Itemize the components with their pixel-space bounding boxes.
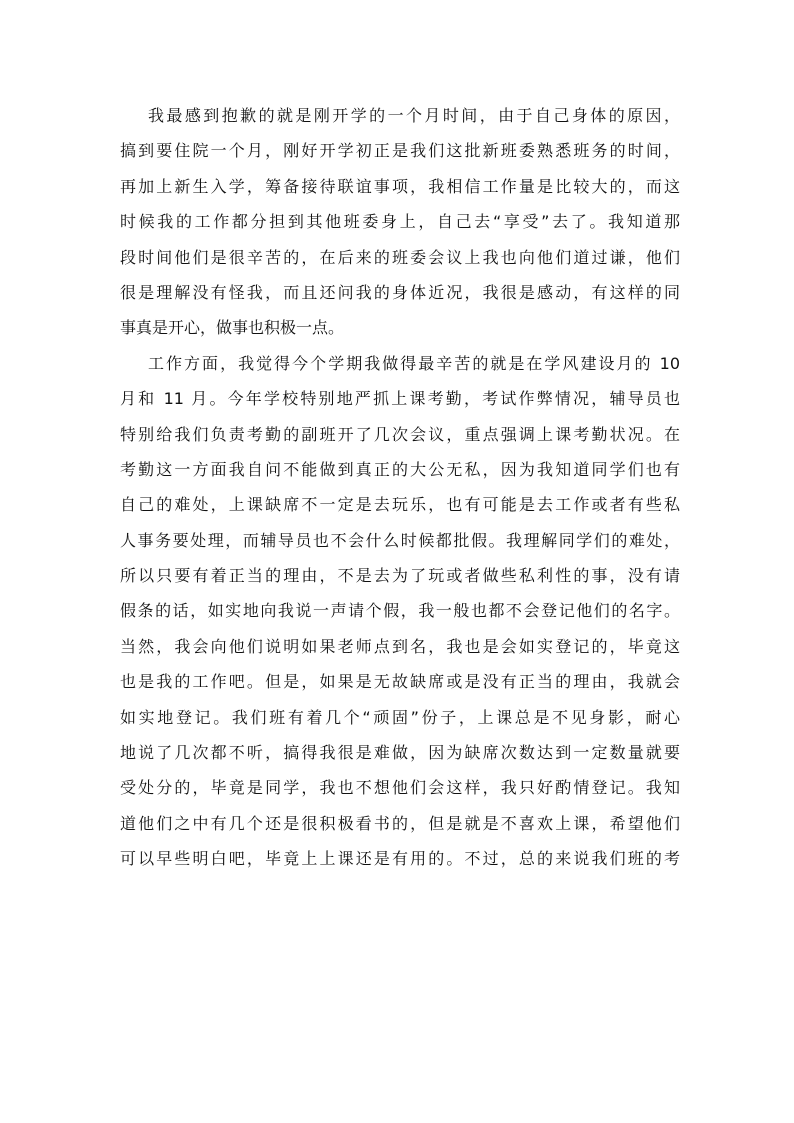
paragraph-2-line-15: 可以早些明白吧，毕竟上上课还是有用的。不过，总的来说我们班的考 [120,849,680,869]
paragraph-2-line-3: 特别给我们负责考勤的副班开了几次会议，重点强调上课考勤状况。在 [120,424,680,444]
paragraph-2-line-2: 月和 11 月。今年学校特别地严抓上课考勤，考试作弊情况，辅导员也 [120,389,680,409]
paragraph-2-line-13: 受处分的，毕竟是同学，我也不想他们会这样，我只好酌情登记。我知 [120,778,680,798]
paragraph-1-line-3: 再加上新生入学，筹备接待联谊事项，我相信工作量是比较大的，而这 [120,176,680,196]
paragraph-1-line-6: 很是理解没有怪我，而且还问我的身体近况，我很是感动，有这样的同 [120,282,680,302]
paragraph-2-line-14: 道他们之中有几个还是很积极看书的，但是就是不喜欢上课，希望他们 [120,813,680,833]
paragraph-2-line-6: 人事务要处理，而辅导员也不会什么时候都批假。我理解同学们的难处， [120,530,680,550]
paragraph-2-line-11: 如实地登记。我们班有着几个“顽固”份子，上课总是不见身影，耐心 [120,707,680,727]
paragraph-2-line-9: 当然，我会向他们说明如果老师点到名，我也是会如实登记的，毕竟这 [120,636,680,656]
paragraph-1-line-2: 搞到要住院一个月，刚好开学初正是我们这批新班委熟悉班务的时间， [120,141,680,161]
paragraph-2-line-8: 假条的话，如实地向我说一声请个假，我一般也都不会登记他们的名字。 [120,601,680,621]
paragraph-2-line-12: 地说了几次都不听，搞得我很是难做，因为缺席次数达到一定数量就要 [120,743,680,763]
paragraph-2-line-4: 考勤这一方面我自问不能做到真正的大公无私，因为我知道同学们也有 [120,459,680,479]
paragraph-1-line-1: 我最感到抱歉的就是刚开学的一个月时间，由于自己身体的原因， [148,106,680,125]
paragraph-2-line-1: 工作方面，我觉得今个学期我做得最辛苦的就是在学风建设月的 10 [148,353,680,373]
paragraph-1-line-5: 段时间他们是很辛苦的，在后来的班委会议上我也向他们道过谦，他们 [120,247,680,267]
paragraph-2-line-7: 所以只要有着正当的理由，不是去为了玩或者做些私利性的事，没有请 [120,566,680,586]
paragraph-2-line-10: 也是我的工作吧。但是，如果是无故缺席或是没有正当的理由，我就会 [120,672,680,692]
paragraph-2-line-5: 自己的难处，上课缺席不一定是去玩乐，也有可能是去工作或者有些私 [120,495,680,515]
paragraph-1-line-4: 时候我的工作都分担到其他班委身上，自己去“享受”去了。我知道那 [120,212,680,232]
body-text [120,98,680,877]
paragraph-1-line-7: 事真是开心，做事也积极一点。 [120,318,345,338]
